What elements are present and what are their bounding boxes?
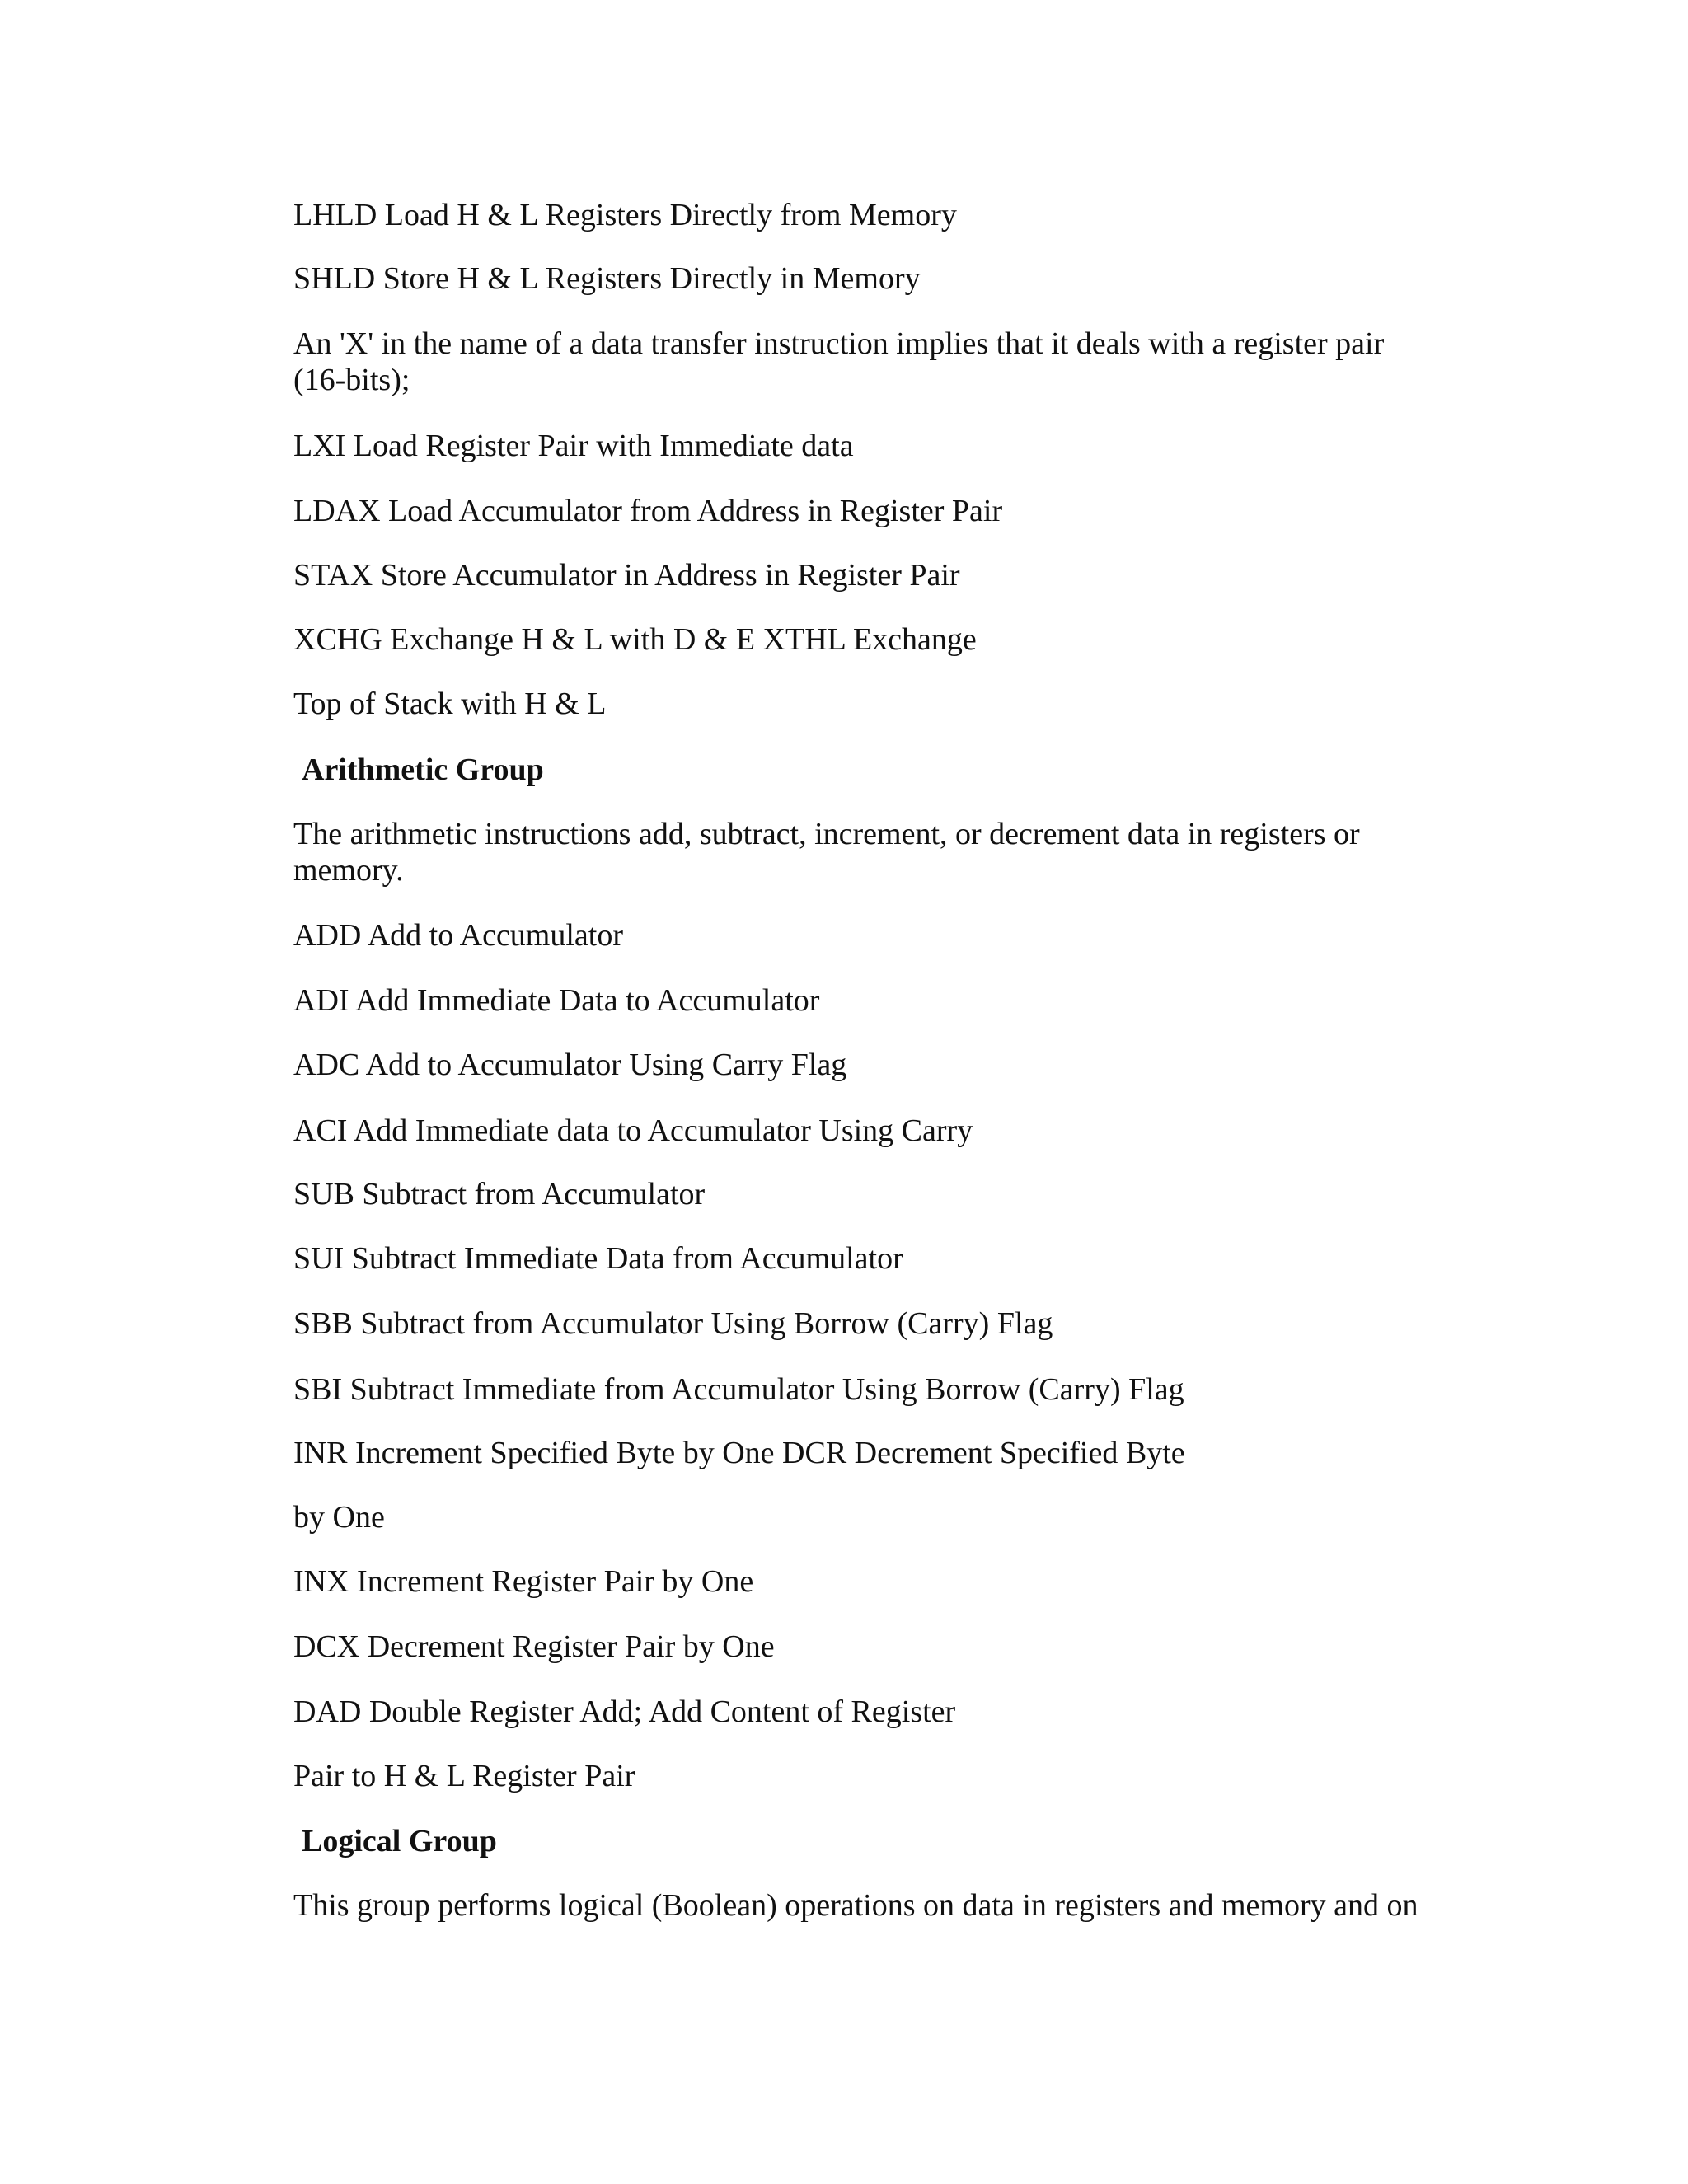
- text-line-dad: DAD Double Register Add; Add Content of Register: [293, 1694, 956, 1729]
- text-line-sbb: SBB Subtract from Accumulator Using Borrow (Carry) Flag: [293, 1306, 1053, 1341]
- text-line-arith-intro: The arithmetic instructions add, subtract, increment, or decrement data in registers or: [293, 817, 1360, 851]
- text-line-arith-intro-cont: memory.: [293, 853, 404, 888]
- text-line-x-note-cont: (16-bits);: [293, 363, 410, 397]
- text-line-dcx: DCX Decrement Register Pair by One: [293, 1629, 775, 1664]
- text-line-x-note: An 'X' in the name of a data transfer instruction implies that it deals with a register pair: [293, 326, 1385, 361]
- section-heading-logical: Logical Group: [302, 1824, 497, 1858]
- text-line-xchg: XCHG Exchange H & L with D & E XTHL Exchange: [293, 622, 977, 657]
- text-line-ldax: LDAX Load Accumulator from Address in Register Pair: [293, 494, 1003, 528]
- text-line-inr-dcr-cont: by One: [293, 1500, 385, 1535]
- text-line-dad-cont: Pair to H & L Register Pair: [293, 1759, 635, 1793]
- text-line-sub: SUB Subtract from Accumulator: [293, 1177, 706, 1212]
- text-line-inx: INX Increment Register Pair by One: [293, 1564, 754, 1599]
- text-line-top-of-stack: Top of Stack with H & L: [293, 687, 607, 721]
- text-line-sbi: SBI Subtract Immediate from Accumulator Using Borrow (Carry) Flag: [293, 1372, 1184, 1407]
- text-line-inr-dcr: INR Increment Specified Byte by One DCR Decrement Specified Byte: [293, 1436, 1185, 1470]
- text-line-add: ADD Add to Accumulator: [293, 918, 624, 953]
- text-line-stax: STAX Store Accumulator in Address in Register Pair: [293, 558, 960, 593]
- text-line-adi: ADI Add Immediate Data to Accumulator: [293, 983, 820, 1018]
- text-line-adc: ADC Add to Accumulator Using Carry Flag: [293, 1047, 847, 1082]
- text-line-logical-intro: This group performs logical (Boolean) operations on data in registers and memory and on: [293, 1888, 1418, 1923]
- text-line-sui: SUI Subtract Immediate Data from Accumulator: [293, 1241, 903, 1276]
- text-line-aci: ACI Add Immediate data to Accumulator Using Carry: [293, 1113, 973, 1148]
- text-line-lhld: LHLD Load H & L Registers Directly from Memory: [293, 198, 957, 232]
- text-line-shld: SHLD Store H & L Registers Directly in Memory: [293, 261, 921, 296]
- section-heading-arithmetic: Arithmetic Group: [302, 752, 544, 787]
- text-line-lxi: LXI Load Register Pair with Immediate data: [293, 429, 854, 463]
